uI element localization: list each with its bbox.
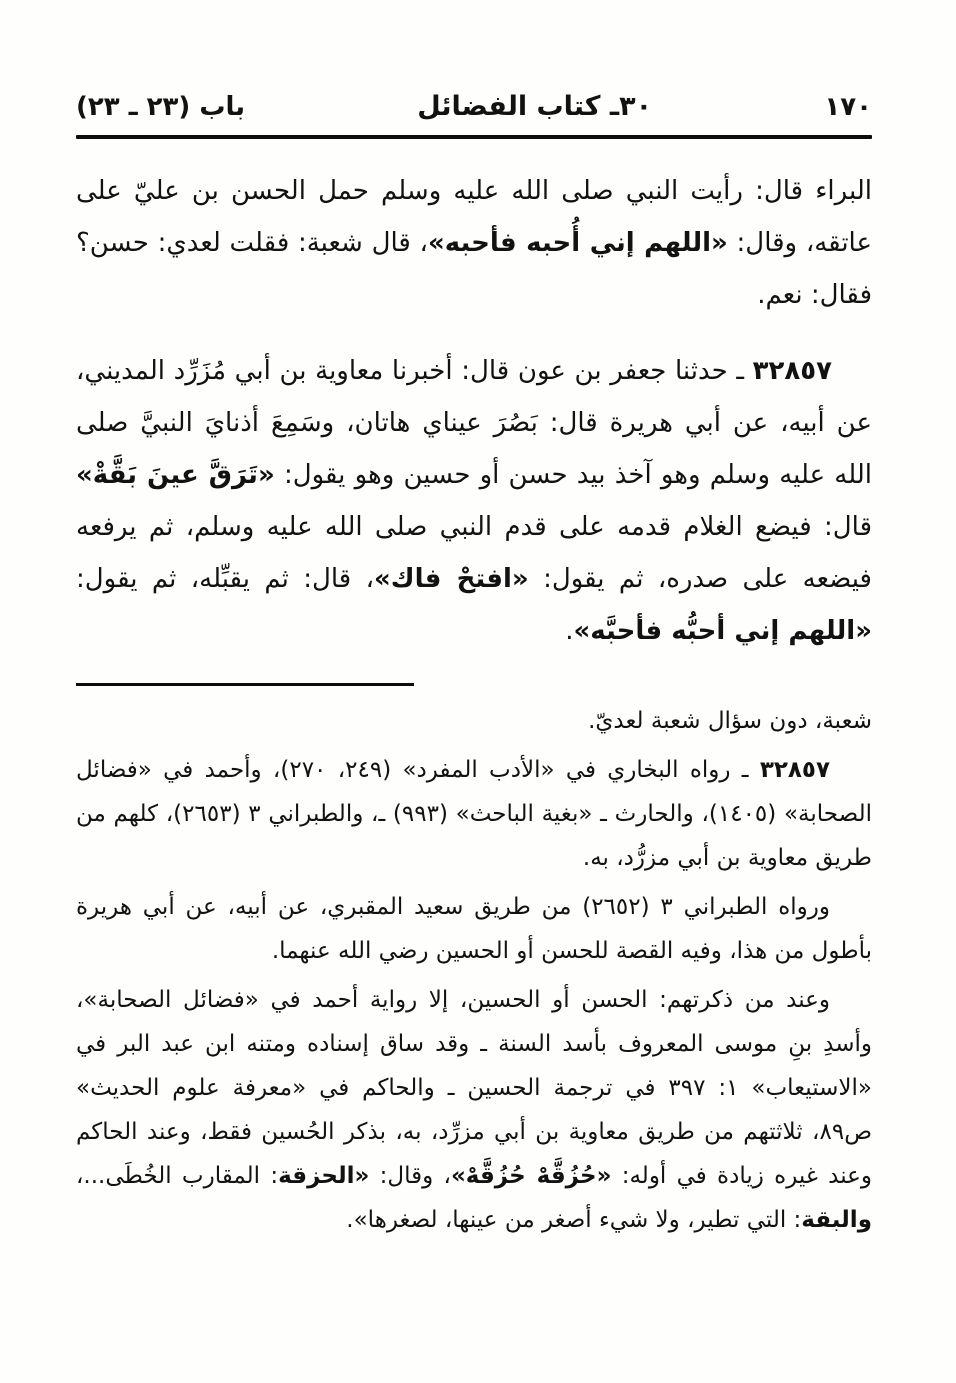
text-segment: شعبة، دون سؤال شعبة لعديّ. xyxy=(588,708,872,734)
text-segment: والبقة xyxy=(801,1207,872,1233)
main-text xyxy=(76,165,872,657)
page-header xyxy=(76,90,872,124)
text-segment: «اللهم إني أحبُّه فأحبَّه» xyxy=(573,616,872,646)
book-title: ٣٠ـ كتاب الفضائل xyxy=(417,91,653,122)
header-rule xyxy=(76,135,872,139)
body-paragraph xyxy=(76,165,872,321)
text-segment: «الحزقة xyxy=(278,1163,370,1189)
text-segment: ـ حدثنا جعفر بن عون قال: أخبرنا معاوية بن أبي مُزَرِّد المديني، عن أبيه، عن أبي هريرة قال: بَصُرَ عيناي هاتان، وسَمِعَ أذنايَ النبيَّ صلى الله عليه وسلم وهو آخذ بيد حسن أو حسين وهو يقول: xyxy=(76,356,872,490)
text-segment: البراء قال: رأيت النبي صلى الله عليه وسلم حمل الحسن بن عليّ على عاتقه، وقال: xyxy=(76,176,872,258)
text-segment: : التي تطير، ولا شيء أصغر من عينها، لصغرها». xyxy=(346,1207,802,1233)
text-segment: . xyxy=(565,616,574,646)
text-segment: «حُزُقَّهْ حُزُقَّهْ» xyxy=(450,1163,612,1189)
footnote-separator xyxy=(76,683,414,686)
footnote-paragraph xyxy=(76,699,872,743)
text-segment: ٣٢٨٥٧ xyxy=(759,757,831,783)
text-segment: «اللهم إني أُحبه فأحبه» xyxy=(427,228,728,258)
text-segment: ورواه الطبراني ٣ (٢٦٥٢) من طريق سعيد المقبري، عن أبيه، عن أبي هريرة بأطول من هذا، وفيه القصة للحسن أو الحسين رضي الله عنهما. xyxy=(76,894,872,964)
text-segment: وعند من ذكرتهم: الحسن أو الحسين، إلا رواية أحمد في «فضائل الصحابة»، وأسدِ بنِ موسى المعروف بأسد السنة ـ وقد ساق إسناده ومتنه ابن عبد البر في «الاستيعاب» ١: ٣٩٧ في ترجمة الحسين ـ والحاكم في «معرفة علوم الحديث» ص٨٩، ثلاثتهم من طريق معاوية بن أبي مزرِّد، به، بذكر الحُسين فقط، وعند الحاكم وعند غيره زيادة في أوله: xyxy=(76,987,873,1189)
body-paragraph xyxy=(76,345,872,657)
chapter-range: باب (٢٣ ـ ٢٣) xyxy=(76,92,245,122)
text-segment: «افتحْ فاك» xyxy=(374,564,529,594)
footnote-paragraph xyxy=(76,978,872,1242)
text-segment: ، قال شعبة: فقلت لعدي: حسن؟ فقال: نعم. xyxy=(76,228,872,310)
text-segment: ، قال: ثم يقبِّله، ثم يقول: xyxy=(76,564,375,594)
footnote-paragraph xyxy=(76,748,872,880)
footnotes xyxy=(76,699,872,1242)
text-segment: ـ رواه البخاري في «الأدب المفرد» (٢٤٩، ٢٧٠)، وأحمد في «فضائل الصحابة» (١٤٠٥)، والحارث ـ «بغية الباحث» (٩٩٣) ـ، والطبراني ٣ (٢٦٥٣)، كلهم من طريق معاوية بن أبي مزرُّد، به. xyxy=(76,757,872,871)
footnote-paragraph xyxy=(76,885,872,973)
page-number: ١٧٠ xyxy=(824,92,872,122)
text-segment: : المقارب الخُطَى...، xyxy=(76,1163,279,1189)
text-segment: قال: فيضع الغلام قدمه على قدم النبي صلى الله عليه وسلم، ثم يرفعه فيضعه على صدره، ثم يقول: xyxy=(76,512,872,594)
text-segment: «تَرَقَّ عينَ بَقَّةْ» xyxy=(76,460,275,490)
text-segment: ٣٢٨٥٧ xyxy=(752,356,832,386)
text-segment: ، وقال: xyxy=(369,1163,451,1189)
